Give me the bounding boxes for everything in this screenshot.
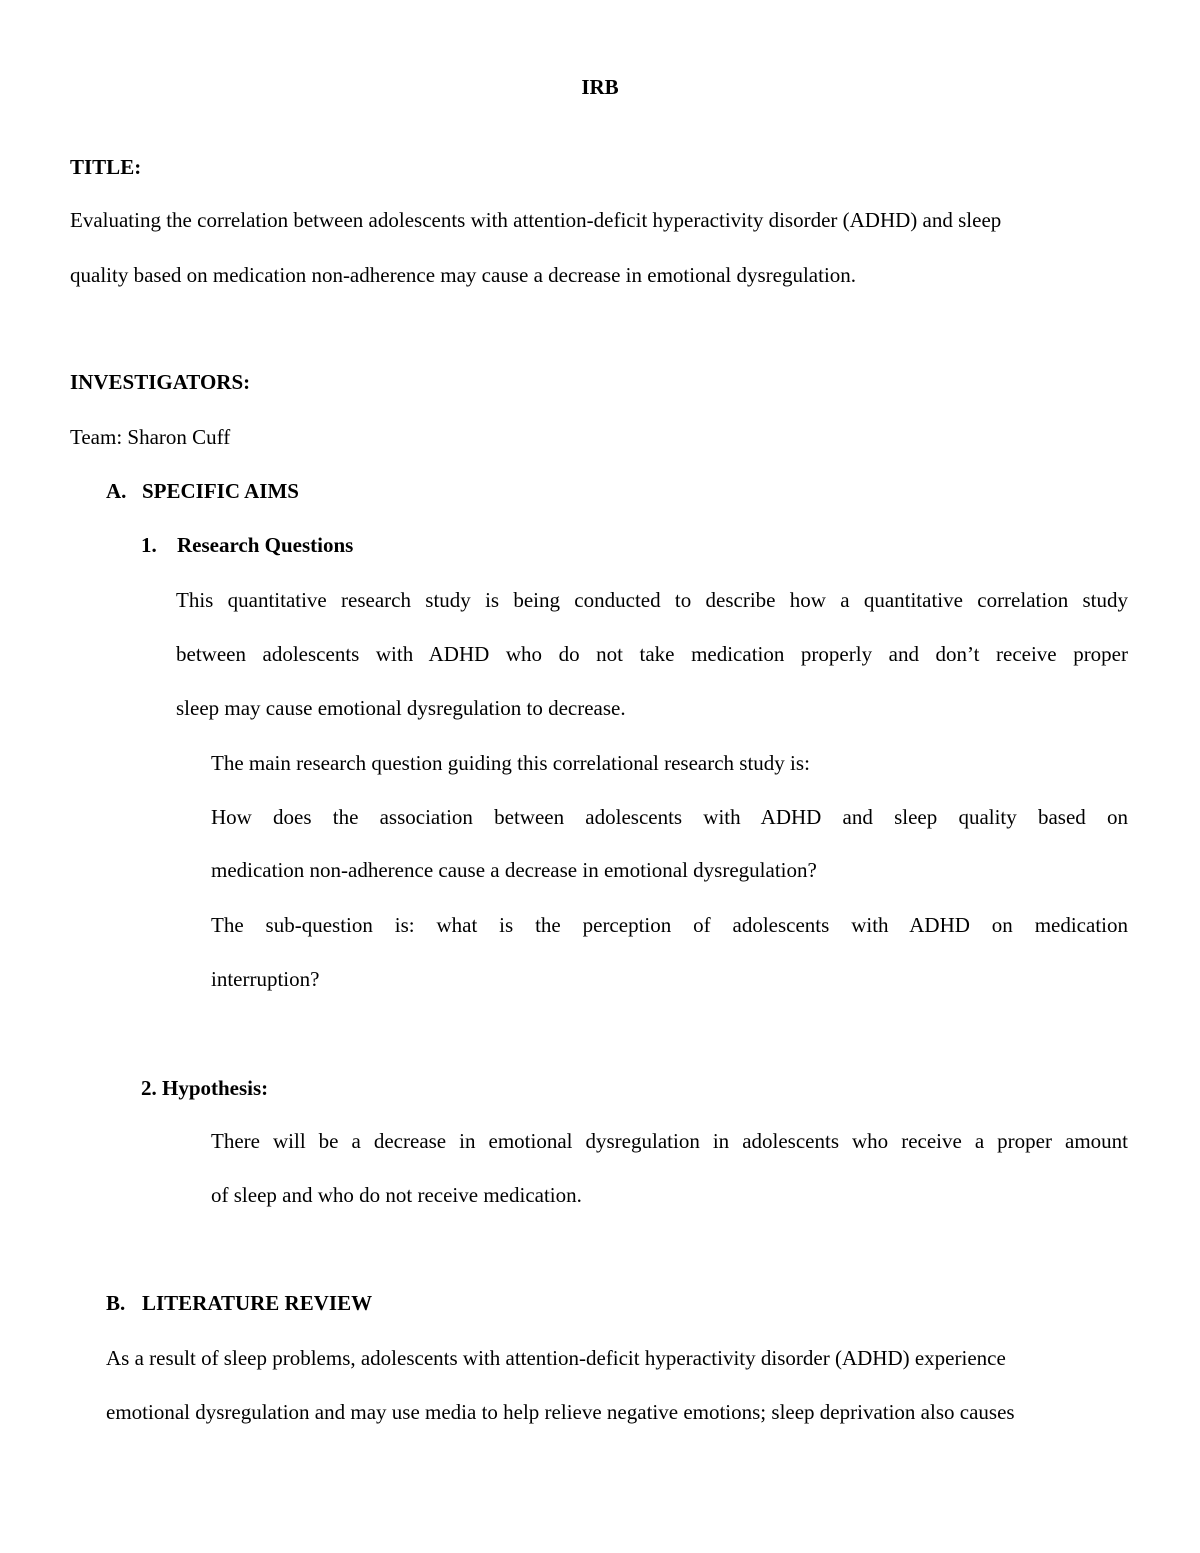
- sub-question-line-2: interruption?: [211, 967, 320, 991]
- literature-line-1: As a result of sleep problems, adolescents with attention-deficit hyperactivity disorder (ADHD) experience: [106, 1346, 1006, 1370]
- main-question-line-2: medication non-adherence cause a decrease in emotional dysregulation?: [211, 858, 817, 882]
- literature-line-2: emotional dysregulation and may use media to help relieve negative emotions; sleep deprivation also causes: [106, 1400, 1015, 1424]
- item-1-marker: 1.: [141, 533, 157, 557]
- section-b-heading: [106, 1290, 372, 1316]
- section-b-label: LITERATURE REVIEW: [142, 1291, 373, 1315]
- section-b-marker: B.: [106, 1291, 126, 1315]
- research-paragraph-line-1: This quantitative research study is being conducted to describe how a quantitative correlation study: [176, 588, 1128, 612]
- hypothesis-line-2: of sleep and who do not receive medication.: [211, 1183, 582, 1207]
- investigators-label: INVESTIGATORS:: [70, 370, 251, 394]
- title-text-line-2: quality based on medication non-adherence may cause a decrease in emotional dysregulation.: [70, 263, 857, 287]
- hypothesis-line-1: There will be a decrease in emotional dysregulation in adolescents who receive a proper amount: [211, 1129, 1128, 1153]
- research-paragraph-line-3: sleep may cause emotional dysregulation to decrease.: [176, 696, 626, 720]
- team-line: Team: Sharon Cuff: [70, 425, 231, 449]
- title-label: TITLE:: [70, 155, 142, 179]
- document-heading: IRB: [581, 75, 619, 99]
- section-a-marker: A.: [106, 479, 127, 503]
- hypothesis-heading: 2. Hypothesis:: [141, 1076, 269, 1100]
- sub-question-line-1: The sub-question is: what is the perception of adolescents with ADHD on medication: [211, 913, 1128, 937]
- main-question-line-1: How does the association between adolescents with ADHD and sleep quality based on: [211, 805, 1128, 829]
- section-a-label: SPECIFIC AIMS: [142, 479, 299, 503]
- research-questions-heading: [141, 532, 353, 558]
- section-a-heading: [106, 478, 299, 504]
- research-paragraph-line-2: between adolescents with ADHD who do not take medication properly and don’t receive proper: [176, 642, 1128, 666]
- title-text-line-1: Evaluating the correlation between adolescents with attention-deficit hyperactivity disorder (ADHD) and sleep: [70, 208, 1002, 232]
- item-1-label: Research Questions: [177, 533, 354, 557]
- main-question-intro: The main research question guiding this correlational research study is:: [211, 751, 810, 775]
